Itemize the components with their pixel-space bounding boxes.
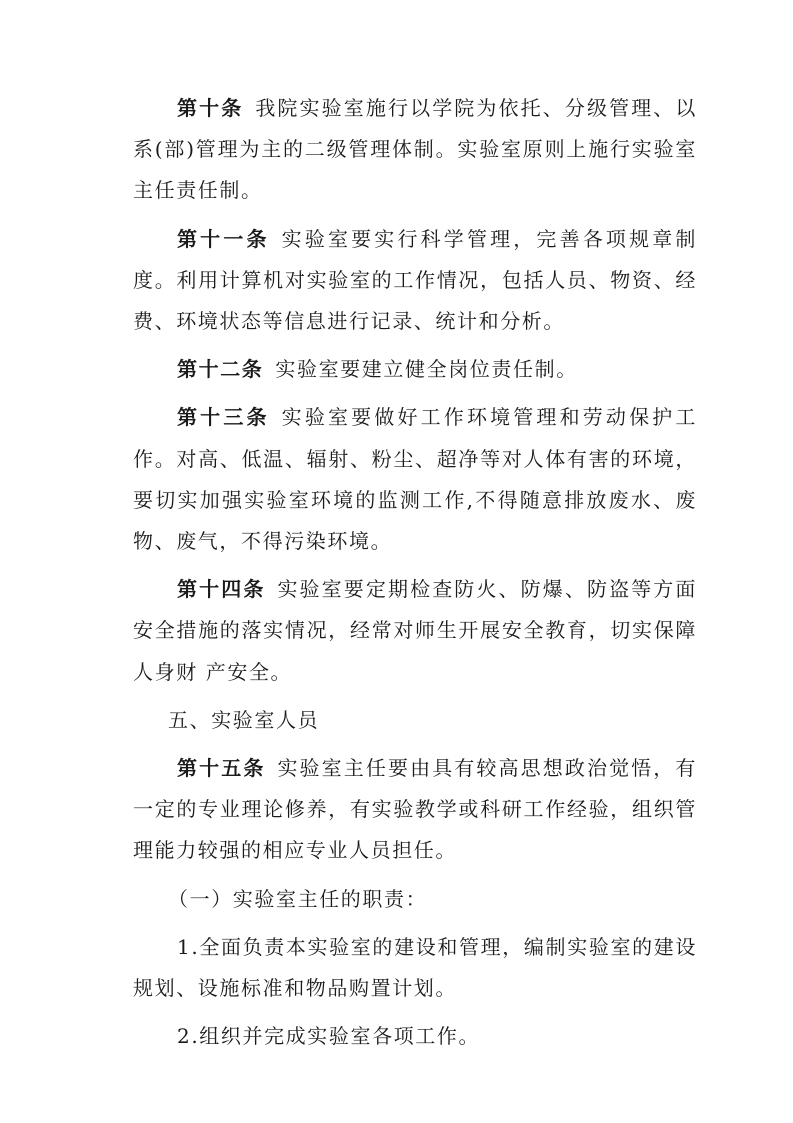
list-item: 1.全面负责本实验室的建设和管理，编制实验室的建设规划、设施标准和物品购置计划。	[133, 934, 697, 1001]
article-11	[133, 219, 697, 343]
article-text: 我院实验室施行以学院为依托、分级管理、以系(部)管理为主的二级管理体制。实验室原则上施行实验室主任责任制。	[133, 96, 697, 203]
sub-heading: （一）实验室主任的职责：	[168, 886, 428, 911]
article-13	[133, 397, 697, 562]
article-15	[133, 748, 697, 872]
article-number: 第十四条	[177, 577, 266, 602]
article-10	[133, 88, 697, 212]
article-14	[133, 569, 697, 693]
article-text: 实验室要做好工作环境管理和劳动保护工作。对高、低温、辐射、粉尘、超净等对人体有害的环境，要切实加强实验室环境的监测工作,不得随意排放废水、废物、废气，不得污染环境。	[133, 405, 697, 554]
article-number: 第十三条	[177, 405, 270, 430]
article-text: 实验室要定期检查防火、防爆、防盗等方面安全措施的落实情况，经常对师生开展安全教育，切实保障人身财 产安全。	[133, 577, 697, 684]
article-number: 第十一条	[177, 226, 270, 251]
list-item: 2.组织并完成实验室各项工作。	[177, 1024, 481, 1049]
article-text: 实验室要实行科学管理，完善各项规章制度。利用计算机对实验室的工作情况，包括人员、物资、经费、环境状态等信息进行记录、统计和分析。	[133, 226, 697, 334]
article-number: 第十五条	[177, 756, 266, 781]
article-number: 第十条	[177, 96, 244, 120]
article-number: 第十二条	[177, 357, 264, 382]
article-text: 实验室主任要由具有较高思想政治觉悟，有一定的专业理论修养，有实验教学或科研工作经验，组织管理能力较强的相应专业人员担任。	[133, 756, 697, 863]
article-text: 实验室要建立健全岗位责任制。	[275, 357, 578, 382]
section-heading: 五、实验室人员	[168, 707, 320, 732]
article-12	[133, 349, 697, 390]
